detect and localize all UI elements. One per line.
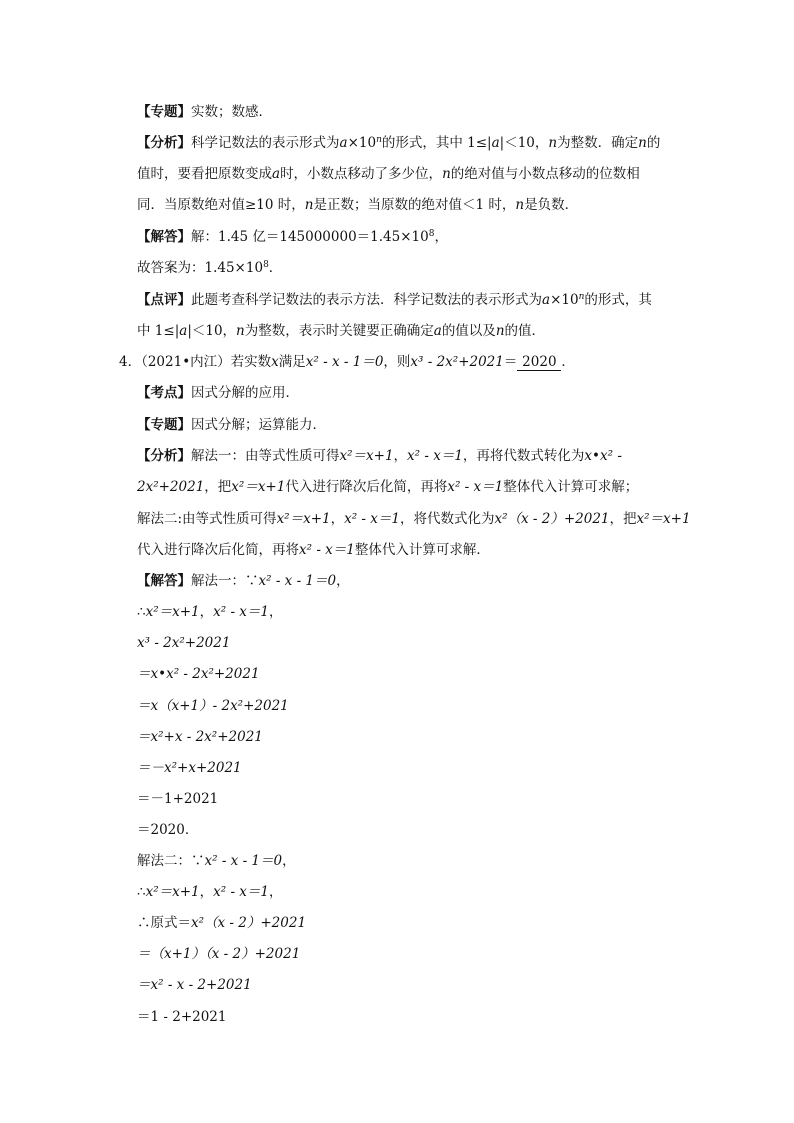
ten: 10	[561, 292, 579, 308]
q4-solution-line-1	[137, 571, 350, 591]
text: 代入进行降次后化简，再将	[137, 542, 299, 558]
q4-solution2-line-6	[137, 1007, 227, 1027]
text: 为整数，表示时关键要正确确定	[244, 323, 434, 339]
q3-comment-line-1: 【点评】此题考查科学记数法的表示方法．科学记数法的表示形式为$a\times 10^n$的形式，其	[137, 292, 652, 308]
var-x: x	[271, 354, 279, 370]
math: x²（x - 2）+2021	[494, 511, 610, 527]
text: 时，小数点移动了多少位，	[280, 166, 443, 182]
math: x³ - 2x²+2021	[137, 635, 231, 651]
text: 的值以及	[441, 323, 496, 339]
q4-topic-line	[137, 415, 326, 435]
math: ＝x•x² - 2x²+2021	[137, 666, 260, 682]
q4-solution2-line-4	[137, 944, 300, 964]
math: x² - x - 1＝0	[258, 573, 337, 589]
var-n: n	[548, 135, 558, 151]
var-a: a	[433, 323, 442, 339]
q4-solution-line-3	[137, 633, 230, 653]
q4-analysis-line-4	[137, 540, 490, 560]
var-n: n	[638, 135, 647, 151]
math: x² - x＝1	[407, 448, 463, 464]
math: x²＝x+1	[276, 511, 331, 527]
text: ．	[561, 354, 575, 370]
q3-analysis-line-1: 【分析】科学记数法的表示形式为$a\times 10^n$的形式，其中 1≤|a|＜10，n为整数．确定n的	[137, 135, 661, 151]
text: ，	[269, 604, 283, 620]
math: x² - x＝1	[213, 884, 270, 900]
text: 整体代入计算可求解；	[503, 479, 639, 495]
text: ，	[336, 573, 350, 589]
text: ∴原式＝	[137, 915, 191, 931]
var-a: a	[339, 135, 348, 151]
text: 的值．	[504, 323, 546, 339]
q4-solution2-line-1	[137, 851, 296, 871]
math: x² - x＝1	[344, 511, 400, 527]
q3-comment-line-2	[137, 321, 545, 341]
text: 中 1≤|	[137, 323, 180, 339]
q4-topic-text: 因式分解；运算能力．	[191, 417, 326, 433]
math: x² - x＝1	[447, 479, 504, 495]
text: 解法二：∵	[137, 853, 205, 869]
q4-analysis-line-2	[137, 477, 638, 497]
text: 是正数；当原数的绝对值＜1 时，	[313, 197, 516, 213]
var-a: a	[542, 292, 551, 308]
solution-tag: 【解答】	[137, 229, 191, 245]
text: ，	[393, 448, 408, 464]
point-tag: 【考点】	[137, 385, 191, 401]
math: x•x² -	[584, 448, 622, 464]
math: x²＝x+1	[145, 884, 200, 900]
math: x² - x - 1＝0	[204, 853, 283, 869]
text: ，	[269, 884, 283, 900]
text: 的绝对值与小数点移动的位数相	[450, 166, 640, 182]
q4-solution-line-8	[137, 789, 218, 809]
q4-solution-line-6	[137, 727, 263, 747]
solution-tag: 【解答】	[137, 573, 191, 589]
text: 故答案为：1.45×10	[137, 260, 264, 276]
math: x² - x＝1	[299, 542, 355, 558]
ten: 10	[358, 135, 377, 151]
analysis-tag: 【分析】	[137, 135, 191, 151]
text: 解法一：∵	[191, 573, 259, 589]
math: 2x²+2021	[137, 479, 205, 495]
math: ＝（x+1）（x - 2）+2021	[137, 946, 301, 962]
q3-solution-line-1: 【解答】解：1.45 亿$=145000000=1.45\times 10^8$，	[137, 229, 448, 245]
math: ＝－1+2021	[137, 791, 219, 807]
q3-topic-text: 实数；数感．	[191, 104, 272, 120]
text: ，	[434, 229, 448, 245]
text: ＝	[503, 354, 518, 370]
q4-solution2-line-3	[137, 913, 306, 933]
q4-point-text: 因式分解的应用．	[191, 385, 299, 401]
math: ＝2020．	[137, 822, 199, 838]
q4-solution-line-7	[137, 758, 242, 778]
text: ，	[199, 884, 214, 900]
q4-solution2-line-5	[137, 975, 252, 995]
q4-analysis-line-1	[137, 446, 622, 466]
text: ，则	[383, 354, 411, 370]
math: x²＝x+1	[636, 511, 691, 527]
text: 此题考查科学记数法的表示方法．科学记数法的表示形式为	[191, 292, 542, 308]
math: x²＝x+1	[339, 448, 394, 464]
text: ，	[282, 853, 296, 869]
text: |＜10，	[187, 323, 237, 339]
math: x² - x＝1	[213, 604, 270, 620]
math: x²＝x+1	[145, 604, 200, 620]
math: ＝x² - x - 2+2021	[137, 977, 252, 993]
text: 解法一：由等式性质可得	[191, 448, 340, 464]
q4-solution-line-4	[137, 664, 260, 684]
text: ，将代数式化为	[399, 511, 495, 527]
text: 满足	[278, 354, 306, 370]
q4-solution-line-5	[137, 696, 289, 716]
math: x²＝x+1	[231, 479, 286, 495]
text: 的	[646, 135, 661, 151]
var-n: n	[442, 166, 451, 182]
text: 解：1.45 亿＝145000000＝1.45×10	[191, 229, 429, 245]
text: ，	[330, 511, 345, 527]
comment-tag: 【点评】	[137, 292, 191, 308]
answer-blank: 2020	[517, 354, 561, 371]
q3-analysis-line-3	[137, 195, 578, 215]
var-a: a	[179, 323, 188, 339]
text: 科学记数法的表示形式为	[191, 135, 340, 151]
text: 同．当原数绝对值≥10 时，	[137, 197, 305, 213]
equation: x² - x - 1＝0	[305, 354, 384, 370]
text: ，再将代数式转化为	[462, 448, 585, 464]
q4-solution-line-9	[137, 820, 198, 840]
math: ＝x²+x - 2x²+2021	[137, 729, 263, 745]
q3-topic-line	[137, 102, 272, 122]
var-n: n	[495, 323, 505, 339]
math: ＝1 - 2+2021	[137, 1009, 227, 1025]
text: 值时，要看把原数变成	[137, 166, 272, 182]
text: 解法二:由等式性质可得	[137, 511, 277, 527]
q4-solution2-line-2: ∴x²＝x+1，x² - x＝1，	[137, 884, 283, 900]
var-a: a	[272, 166, 281, 182]
var-n: n	[236, 323, 245, 339]
text: |＜10，	[499, 135, 549, 151]
text: ，	[199, 604, 214, 620]
text: 代入进行降次后化简，再将	[285, 479, 448, 495]
var-n: n	[515, 197, 525, 213]
var-n: n	[376, 135, 382, 145]
text: 的形式，其中 1≤|	[381, 135, 492, 151]
q4-point-line	[137, 383, 299, 403]
q3-analysis-line-2	[137, 164, 640, 184]
var-n: n	[304, 197, 314, 213]
analysis-tag: 【分析】	[137, 448, 191, 464]
text: 整体代入计算可求解．	[354, 542, 490, 558]
topic-tag: 【专题】	[137, 104, 191, 120]
text: 是负数．	[524, 197, 579, 213]
text: ，把	[609, 511, 637, 527]
var-n: n	[578, 292, 585, 302]
q4-analysis-line-3	[137, 509, 691, 529]
topic-tag: 【专题】	[137, 417, 191, 433]
q3-solution-line-2: 故答案为：$1.45\times 10^8$．	[137, 260, 283, 276]
text: 4．（2021•内江）若实数	[119, 354, 272, 370]
text: 的形式，其	[584, 292, 652, 308]
text: ．	[268, 260, 283, 276]
math: ＝－x²+x+2021	[137, 760, 242, 776]
q4-stem	[119, 352, 575, 372]
math: ＝x（x+1）- 2x²+2021	[137, 698, 289, 714]
var-a: a	[491, 135, 500, 151]
text: ，把	[204, 479, 232, 495]
text: 为整数．确定	[557, 135, 639, 151]
q4-solution-line-2: ∴x²＝x+1，x² - x＝1，	[137, 604, 283, 620]
math: x²（x - 2）+2021	[191, 915, 307, 931]
expression: x³ - 2x²+2021	[410, 354, 504, 370]
